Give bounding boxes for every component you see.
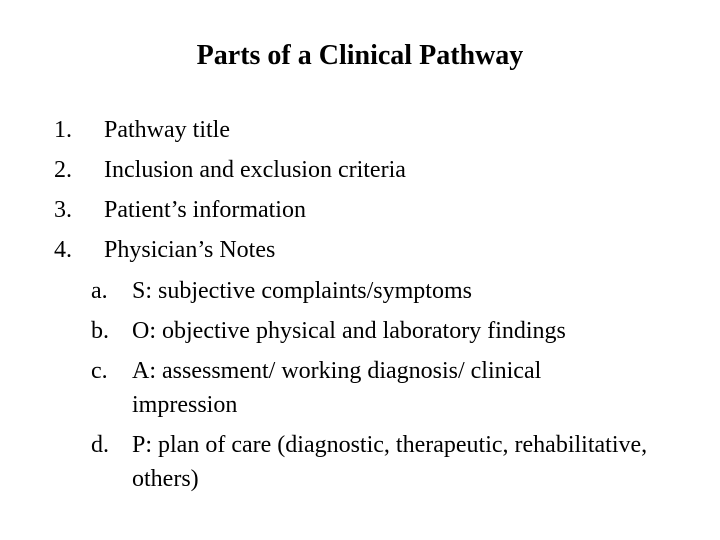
- sublist-item-text: O: objective physical and laboratory findings: [132, 318, 566, 344]
- sublist-marker: b.: [91, 318, 109, 344]
- physician-notes-sublist: [0, 274, 720, 502]
- sublist-marker: d.: [91, 432, 109, 458]
- numbered-list: [0, 114, 720, 274]
- list-item-text: Physician’s Notes: [104, 237, 276, 263]
- list-item-criteria: [0, 154, 720, 194]
- sublist-item-plan: [0, 428, 720, 496]
- list-marker: 2.: [54, 157, 72, 183]
- list-item-pathway-title: [0, 114, 720, 154]
- sublist-item-text: P: plan of care (diagnostic, therapeutic, rehabilitative, others): [132, 432, 648, 492]
- sublist-item-text: S: subjective complaints/symptoms: [132, 278, 472, 304]
- list-item-patient-information: [0, 194, 720, 234]
- sublist-marker: c.: [91, 358, 108, 384]
- sublist-marker: a.: [91, 278, 108, 304]
- list-item-text: Pathway title: [104, 117, 230, 143]
- list-item-text: Patient’s information: [104, 197, 306, 223]
- list-marker: 1.: [54, 117, 72, 143]
- list-item-physician-notes: [0, 234, 720, 274]
- list-marker: 3.: [54, 197, 72, 223]
- list-item-text: Inclusion and exclusion criteria: [104, 157, 406, 183]
- slide-title: Parts of a Clinical Pathway: [196, 40, 524, 71]
- sublist-item-text: A: assessment/ working diagnosis/ clinical impression: [132, 358, 542, 418]
- list-marker: 4.: [54, 237, 72, 263]
- sublist-item-assessment: [0, 354, 720, 422]
- sublist-item-subjective: [0, 274, 720, 308]
- sublist-item-objective: [0, 314, 720, 348]
